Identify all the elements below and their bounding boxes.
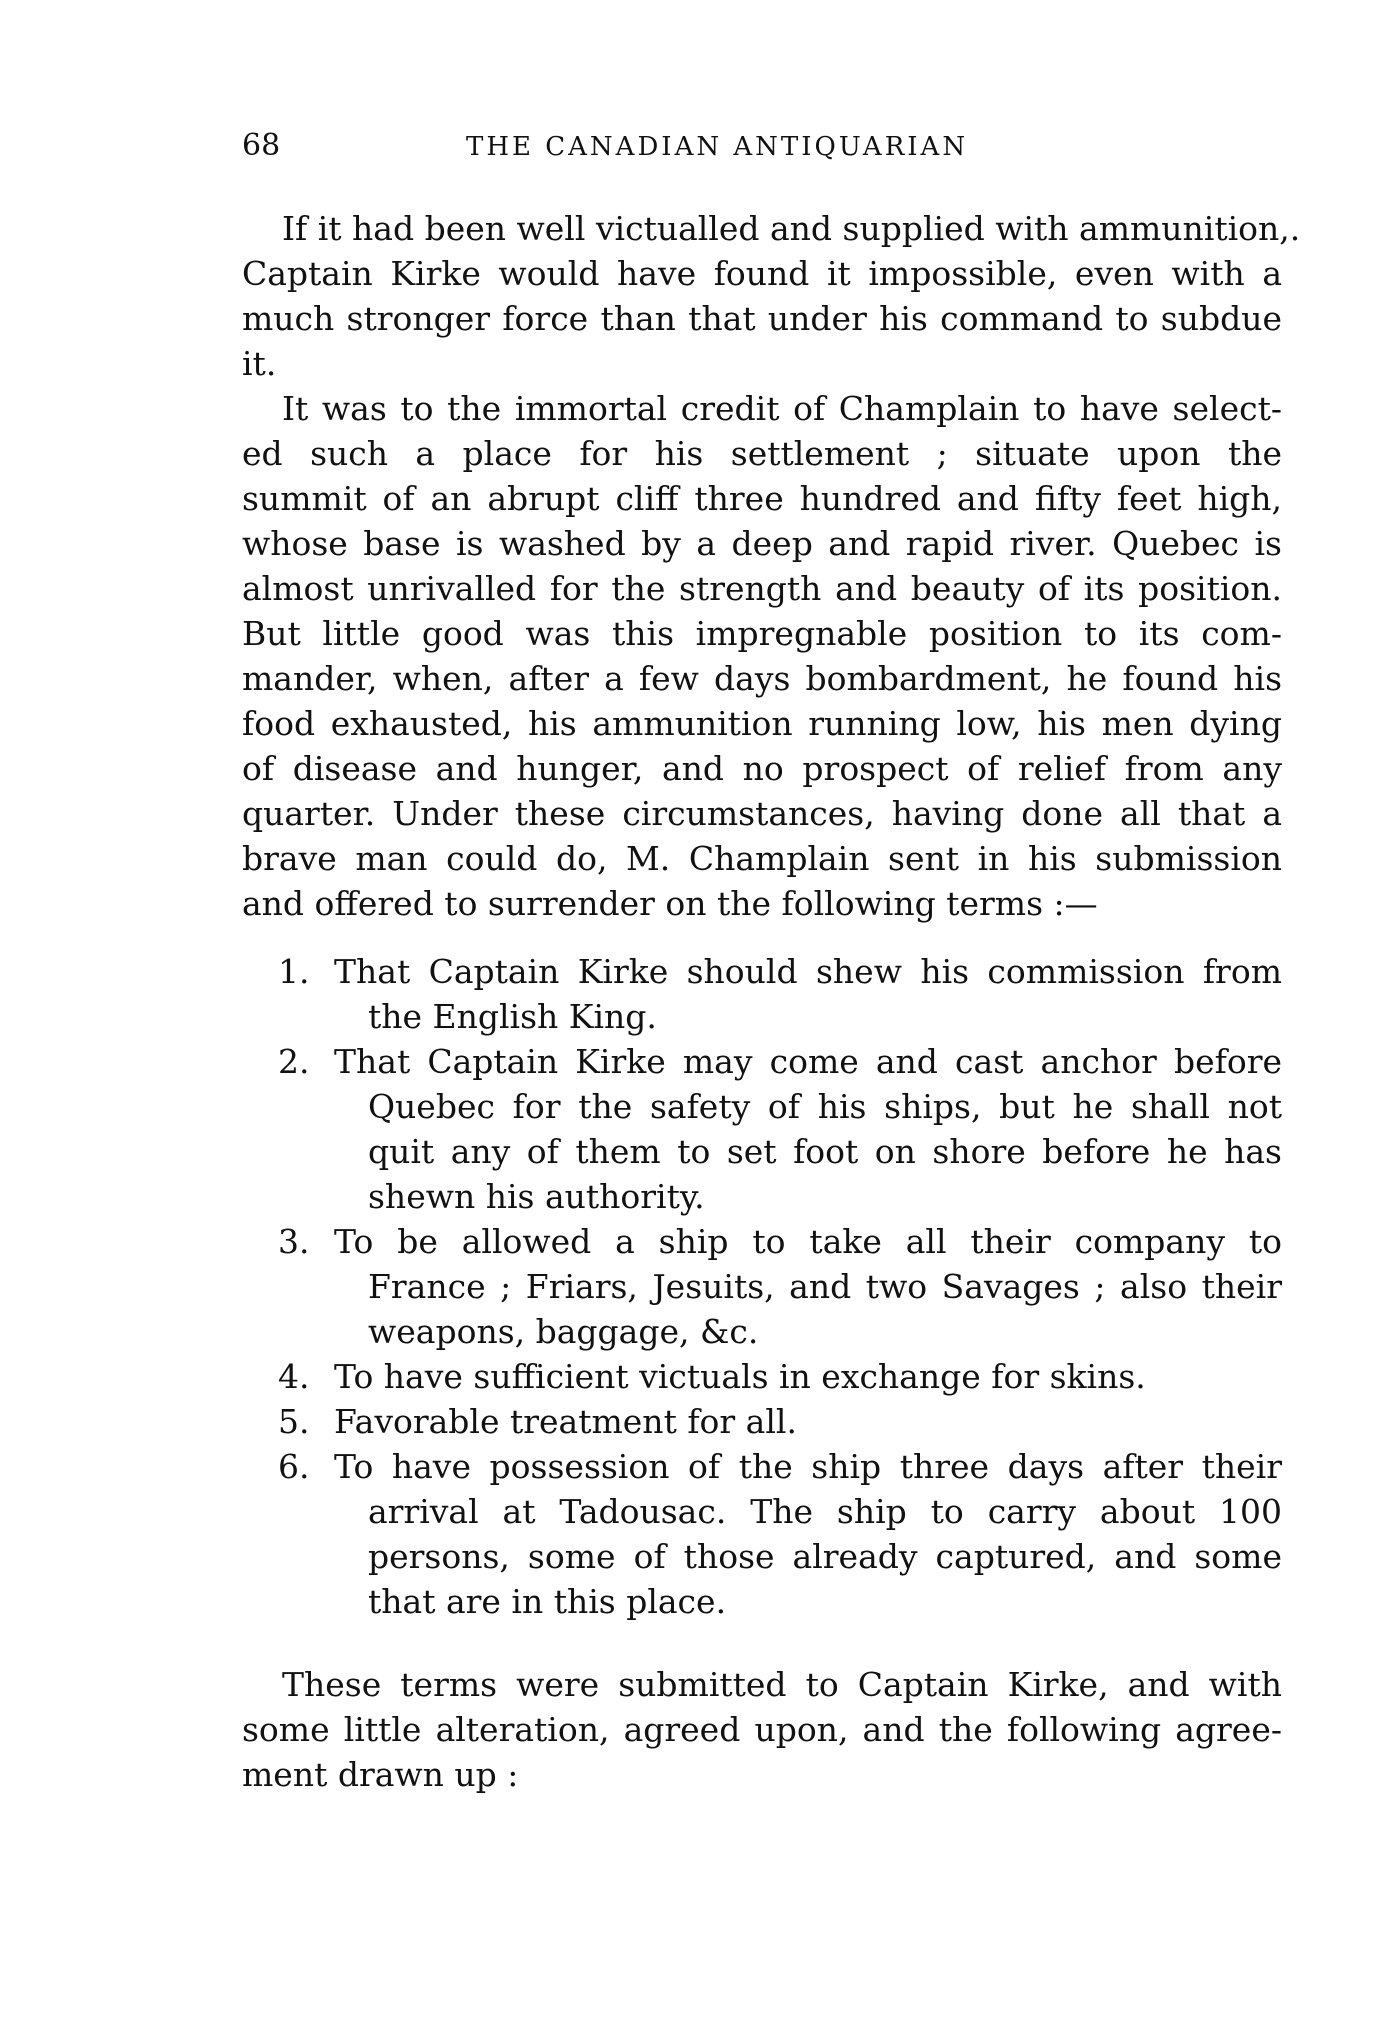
list-number: 3. <box>278 1222 310 1261</box>
list-number: 5. <box>278 1402 310 1441</box>
text-line: summit of an abrupt cliff three hundred and fifty feet high, <box>242 479 1282 518</box>
text-line: quit any of them to set foot on shore before he has <box>368 1132 1282 1171</box>
text-line: If it had been well victualled and supplied with ammunition,. <box>282 209 1301 248</box>
text-line: It was to the immortal credit of Champlain to have select- <box>282 389 1282 428</box>
text-line: ed such a place for his settlement ; situate upon the <box>242 434 1282 473</box>
text-line: To be allowed a ship to take all their company to <box>334 1222 1282 1261</box>
text-line: But little good was this impregnable position to its com- <box>242 614 1282 653</box>
text-line: persons, some of those already captured, and some <box>368 1537 1282 1576</box>
text-line: whose base is washed by a deep and rapid river. Quebec is <box>242 524 1282 563</box>
text-line: To have sufficient victuals in exchange for skins. <box>334 1357 1146 1396</box>
text-line: the English King. <box>368 997 657 1036</box>
text-line: and offered to surrender on the following terms :— <box>242 884 1098 923</box>
text-line: food exhausted, his ammunition running low, his men dying <box>242 704 1282 743</box>
running-header <box>242 128 1282 168</box>
text-line: some little alteration, agreed upon, and the following agree- <box>242 1710 1282 1749</box>
text-line: Favorable treatment for all. <box>334 1402 797 1441</box>
text-line: To have possession of the ship three days after their <box>334 1447 1282 1486</box>
list-number: 4. <box>278 1357 310 1396</box>
text-line: Quebec for the safety of his ships, but he shall not <box>368 1087 1282 1126</box>
text-line: mander, when, after a few days bombardment, he found his <box>242 659 1282 698</box>
text-line: quarter. Under these circumstances, having done all that a <box>242 794 1282 833</box>
text-line: arrival at Tadousac. The ship to carry about 100 <box>368 1492 1282 1531</box>
text-line: almost unrivalled for the strength and beauty of its position. <box>242 569 1282 608</box>
text-line: These terms were submitted to Captain Kirke, and with <box>282 1665 1282 1704</box>
list-number: 1. <box>278 952 310 991</box>
list-number: 6. <box>278 1447 310 1486</box>
text-line: That Captain Kirke may come and cast anchor before <box>334 1042 1282 1081</box>
text-line: That Captain Kirke should shew his commission from <box>334 952 1282 991</box>
text-line: brave man could do, M. Champlain sent in his submission <box>242 839 1282 878</box>
running-title: THE CANADIAN ANTIQUARIAN <box>466 132 969 162</box>
page-number: 68 <box>242 128 281 163</box>
text-line: weapons, baggage, &c. <box>368 1312 759 1351</box>
text-line: France ; Friars, Jesuits, and two Savages ; also their <box>368 1267 1282 1306</box>
text-line: of disease and hunger, and no prospect of relief from any <box>242 749 1282 788</box>
text-line: ment drawn up : <box>242 1755 519 1794</box>
text-line: much stronger force than that under his command to subdue <box>242 299 1282 338</box>
list-number: 2. <box>278 1042 310 1081</box>
text-line: Captain Kirke would have found it impossible, even with a <box>242 254 1282 293</box>
text-line: that are in this place. <box>368 1582 727 1621</box>
text-line: shewn his authority. <box>368 1177 705 1216</box>
text-line: it. <box>242 344 277 383</box>
